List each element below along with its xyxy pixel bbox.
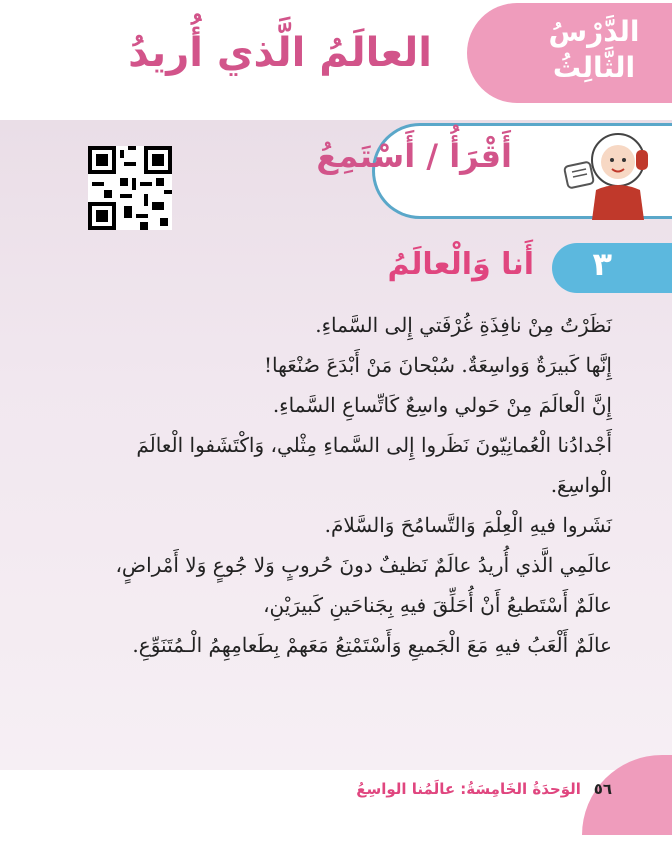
section-number-bar bbox=[552, 243, 672, 293]
page-number: ٥٦ bbox=[593, 780, 612, 798]
lesson-title: العالَمُ الَّذي أُريدُ bbox=[128, 30, 432, 76]
activity-label: أَقْرَأُ / أَسْتَمِعُ bbox=[316, 137, 512, 175]
passage-line: عالَمٌ أَلْعَبُ فيهِ مَعَ الْجَميعِ وَأَسْتَمْتِعُ مَعَهمْ بِطَعامِهِمُ الْـمُتَنَوِّعِ. bbox=[132, 633, 612, 657]
passage-line: إِنَّ الْعالَمَ مِنْ حَولي واسِعٌ كَاتِّساعِ السَّماءِ. bbox=[272, 393, 612, 417]
footer bbox=[356, 780, 612, 798]
qr-code-icon[interactable] bbox=[88, 146, 172, 230]
passage-line: نَشَروا فيهِ الْعِلْمَ وَالتَّسامُحَ وَالسَّلامَ. bbox=[324, 513, 612, 537]
girl-reading-icon bbox=[562, 120, 654, 220]
section-title: أَنا وَالْعالَمُ bbox=[387, 247, 534, 282]
lesson-label bbox=[534, 14, 654, 86]
unit-label: الوَحدَةُ الخَامِسَةُ: عالَمُنا الواسِعُ bbox=[356, 780, 581, 798]
lesson-label-line2: الثَّالِثُ bbox=[552, 51, 636, 84]
reading-passage bbox=[52, 305, 612, 665]
section-number: ٣ bbox=[592, 245, 612, 283]
passage-line: عالَمٌ أَسْتَطيعُ أَنْ أُحَلِّقَ فيهِ بِجَناحَينِ كَبيرَيْنِ، bbox=[263, 593, 612, 617]
lesson-label-line1: الدَّرْسُ bbox=[548, 15, 640, 48]
passage-line: إِنَّها كَبيرَةٌ وَواسِعَةٌ. سُبْحانَ مَنْ أَبْدَعَ صُنْعَها! bbox=[263, 353, 612, 377]
passage-line: نَظَرْتُ مِنْ نافِذَةِ غُرْفَتي إِلى السَّماءِ. bbox=[315, 313, 612, 337]
passage-line: أَجْدادُنا الْعُمانِيّونَ نَظَروا إِلى السَّماءِ مِثْلي، وَاكْتَشَفوا الْعالَمَ bbox=[136, 433, 612, 457]
passage-line: الْواسِعَ. bbox=[550, 473, 612, 497]
passage-line: عالَمِي الَّذي أُريدُ عالَمٌ نَظيفٌ دونَ حُروبٍ وَلا جُوعٍ وَلا أَمْراضٍ، bbox=[115, 553, 612, 577]
